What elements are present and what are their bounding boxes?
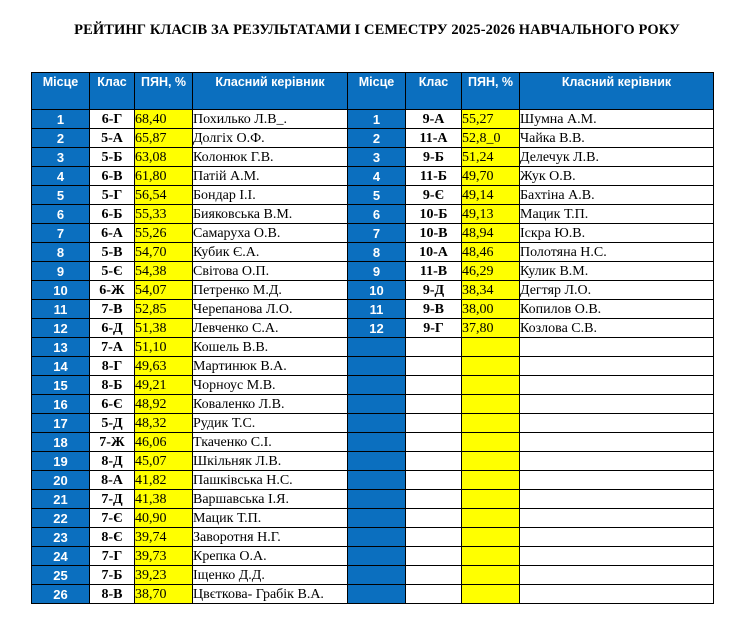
left-row-place: 23 (32, 528, 90, 547)
table-row (32, 395, 714, 414)
left-row-score: 46,06 (135, 433, 193, 452)
right-row-score (462, 452, 520, 471)
left-row-score: 68,40 (135, 110, 193, 129)
left-row-class: 6-Д (90, 319, 135, 338)
right-row-place (348, 547, 406, 566)
left-row-teacher: Шкільняк Л.В. (193, 452, 348, 471)
right-row-score (462, 357, 520, 376)
table-row (32, 452, 714, 471)
right-row-place (348, 433, 406, 452)
right-row-class (406, 547, 462, 566)
left-row-place: 3 (32, 148, 90, 167)
header-class: Клас (90, 73, 135, 110)
right-row-score (462, 566, 520, 585)
right-row-class: 9-Є (406, 186, 462, 205)
left-row-teacher: Мартинюк В.А. (193, 357, 348, 376)
right-row-score (462, 585, 520, 604)
left-row-score: 54,70 (135, 243, 193, 262)
right-row-score: 52,8_0 (462, 129, 520, 148)
left-row-score: 63,08 (135, 148, 193, 167)
left-row-place: 15 (32, 376, 90, 395)
right-row-place (348, 357, 406, 376)
left-row-teacher: Мацик Т.П. (193, 509, 348, 528)
right-row-score (462, 471, 520, 490)
right-row-place: 4 (348, 167, 406, 186)
right-row-teacher (520, 357, 714, 376)
left-row-score: 45,07 (135, 452, 193, 471)
right-row-place: 3 (348, 148, 406, 167)
left-row-teacher: Черепанова Л.О. (193, 300, 348, 319)
left-row-class: 6-Є (90, 395, 135, 414)
left-row-class: 5-Є (90, 262, 135, 281)
right-row-class (406, 452, 462, 471)
left-row-score: 41,38 (135, 490, 193, 509)
right-row-score: 38,34 (462, 281, 520, 300)
right-row-place (348, 585, 406, 604)
left-row-class: 5-Г (90, 186, 135, 205)
left-row-score: 65,87 (135, 129, 193, 148)
left-row-class: 6-В (90, 167, 135, 186)
right-row-class: 10-А (406, 243, 462, 262)
left-row-place: 14 (32, 357, 90, 376)
right-row-place (348, 566, 406, 585)
right-row-class (406, 471, 462, 490)
table-row (32, 110, 714, 129)
right-row-score: 49,70 (462, 167, 520, 186)
left-row-score: 48,92 (135, 395, 193, 414)
left-row-place: 21 (32, 490, 90, 509)
left-row-teacher: Коваленко Л.В. (193, 395, 348, 414)
left-row-class: 6-Г (90, 110, 135, 129)
right-row-score (462, 490, 520, 509)
left-row-score: 54,38 (135, 262, 193, 281)
table-row (32, 243, 714, 262)
header-score: ПЯН, % (135, 73, 193, 110)
left-row-score: 49,21 (135, 376, 193, 395)
right-row-class (406, 566, 462, 585)
right-row-class (406, 490, 462, 509)
right-row-place: 10 (348, 281, 406, 300)
table-row (32, 490, 714, 509)
left-row-score: 39,74 (135, 528, 193, 547)
right-row-class: 9-Г (406, 319, 462, 338)
left-row-place: 7 (32, 224, 90, 243)
left-row-score: 39,23 (135, 566, 193, 585)
header-teacher: Класний керівник (193, 73, 348, 110)
right-row-class: 9-Б (406, 148, 462, 167)
left-row-class: 8-Є (90, 528, 135, 547)
right-row-class: 11-А (406, 129, 462, 148)
right-row-teacher (520, 528, 714, 547)
right-row-teacher (520, 547, 714, 566)
right-row-teacher: Копилов О.В. (520, 300, 714, 319)
table-row (32, 547, 714, 566)
right-row-teacher (520, 414, 714, 433)
left-row-teacher: Заворотня Н.Г. (193, 528, 348, 547)
left-row-teacher: Колонюк Г.В. (193, 148, 348, 167)
left-row-teacher: Іщенко Д.Д. (193, 566, 348, 585)
left-row-teacher: Самаруха О.В. (193, 224, 348, 243)
header-row (32, 73, 714, 110)
right-row-place (348, 395, 406, 414)
right-row-place (348, 490, 406, 509)
right-row-score: 48,94 (462, 224, 520, 243)
left-row-place: 24 (32, 547, 90, 566)
right-row-class (406, 338, 462, 357)
right-row-place (348, 471, 406, 490)
right-row-place: 12 (348, 319, 406, 338)
right-row-teacher: Шумна А.М. (520, 110, 714, 129)
left-row-teacher: Рудик Т.С. (193, 414, 348, 433)
left-row-class: 5-Б (90, 148, 135, 167)
right-row-teacher (520, 471, 714, 490)
left-row-place: 12 (32, 319, 90, 338)
table-row (32, 585, 714, 604)
left-row-place: 8 (32, 243, 90, 262)
left-row-place: 22 (32, 509, 90, 528)
left-row-place: 9 (32, 262, 90, 281)
right-row-class (406, 585, 462, 604)
left-row-class: 8-Г (90, 357, 135, 376)
right-row-place: 1 (348, 110, 406, 129)
right-row-class: 9-В (406, 300, 462, 319)
rating-table-body (32, 110, 714, 604)
left-row-teacher: Крепка О.А. (193, 547, 348, 566)
right-row-score (462, 376, 520, 395)
left-row-teacher: Пашківська Н.С. (193, 471, 348, 490)
table-row (32, 205, 714, 224)
left-row-teacher: Бияковська В.М. (193, 205, 348, 224)
right-row-score: 51,24 (462, 148, 520, 167)
left-row-class: 5-В (90, 243, 135, 262)
right-row-teacher: Козлова С.В. (520, 319, 714, 338)
left-row-teacher: Варшавська І.Я. (193, 490, 348, 509)
header-teacher: Класний керівник (520, 73, 714, 110)
right-row-teacher (520, 490, 714, 509)
table-row (32, 129, 714, 148)
left-row-class: 6-А (90, 224, 135, 243)
right-row-class (406, 509, 462, 528)
left-row-place: 5 (32, 186, 90, 205)
left-row-teacher: Ткаченко С.І. (193, 433, 348, 452)
right-row-score (462, 395, 520, 414)
right-row-score: 48,46 (462, 243, 520, 262)
left-row-teacher: Петренко М.Д. (193, 281, 348, 300)
right-row-score (462, 547, 520, 566)
right-row-teacher (520, 585, 714, 604)
right-row-teacher (520, 452, 714, 471)
left-row-place: 20 (32, 471, 90, 490)
right-row-place: 9 (348, 262, 406, 281)
right-row-teacher (520, 395, 714, 414)
left-row-class: 7-Г (90, 547, 135, 566)
right-row-place: 11 (348, 300, 406, 319)
left-row-class: 6-Ж (90, 281, 135, 300)
right-row-score: 55,27 (462, 110, 520, 129)
left-row-place: 17 (32, 414, 90, 433)
right-row-place (348, 376, 406, 395)
right-row-teacher (520, 433, 714, 452)
right-row-score (462, 528, 520, 547)
right-row-place (348, 528, 406, 547)
left-row-place: 13 (32, 338, 90, 357)
left-row-teacher: Похилько Л.В_. (193, 110, 348, 129)
left-row-class: 7-Б (90, 566, 135, 585)
left-row-score: 55,33 (135, 205, 193, 224)
left-row-class: 5-Д (90, 414, 135, 433)
right-row-teacher: Делечук Л.В. (520, 148, 714, 167)
left-row-teacher: Кубик Є.А. (193, 243, 348, 262)
left-row-teacher: Левченко С.А. (193, 319, 348, 338)
page-title: РЕЙТИНГ КЛАСІВ ЗА РЕЗУЛЬТАТАМИ І СЕМЕСТРУ 2025-2026 НАВЧАЛЬНОГО РОКУ (74, 22, 680, 38)
left-row-score: 49,63 (135, 357, 193, 376)
left-row-place: 11 (32, 300, 90, 319)
header-score: ПЯН, % (462, 73, 520, 110)
right-row-teacher: Жук О.В. (520, 167, 714, 186)
left-row-score: 52,85 (135, 300, 193, 319)
left-row-score: 61,80 (135, 167, 193, 186)
left-row-score: 51,38 (135, 319, 193, 338)
right-row-teacher: Мацик Т.П. (520, 205, 714, 224)
right-row-place (348, 509, 406, 528)
left-row-class: 5-А (90, 129, 135, 148)
table-row (32, 509, 714, 528)
left-row-class: 8-Д (90, 452, 135, 471)
right-row-teacher (520, 509, 714, 528)
right-row-score: 49,14 (462, 186, 520, 205)
right-row-class: 10-Б (406, 205, 462, 224)
left-row-place: 10 (32, 281, 90, 300)
left-row-score: 41,82 (135, 471, 193, 490)
left-row-teacher: Патій А.М. (193, 167, 348, 186)
table-row (32, 167, 714, 186)
left-row-place: 18 (32, 433, 90, 452)
right-row-place (348, 338, 406, 357)
right-row-teacher (520, 376, 714, 395)
right-row-score (462, 509, 520, 528)
left-row-place: 6 (32, 205, 90, 224)
table-row (32, 338, 714, 357)
left-row-teacher: Цвєткова- Грабік В.А. (193, 585, 348, 604)
left-row-score: 51,10 (135, 338, 193, 357)
left-row-class: 8-А (90, 471, 135, 490)
right-row-place: 5 (348, 186, 406, 205)
left-row-place: 26 (32, 585, 90, 604)
left-row-class: 7-В (90, 300, 135, 319)
right-row-class: 9-Д (406, 281, 462, 300)
right-row-class: 10-В (406, 224, 462, 243)
right-row-score: 37,80 (462, 319, 520, 338)
header-place: Місце (348, 73, 406, 110)
table-row (32, 148, 714, 167)
left-row-score: 39,73 (135, 547, 193, 566)
left-row-score: 48,32 (135, 414, 193, 433)
right-row-place: 8 (348, 243, 406, 262)
left-row-place: 19 (32, 452, 90, 471)
right-row-score: 49,13 (462, 205, 520, 224)
left-row-place: 2 (32, 129, 90, 148)
right-row-teacher: Чайка В.В. (520, 129, 714, 148)
right-row-place (348, 414, 406, 433)
right-row-class (406, 357, 462, 376)
right-row-teacher: Бахтіна А.В. (520, 186, 714, 205)
left-row-score: 56,54 (135, 186, 193, 205)
right-row-teacher (520, 338, 714, 357)
left-row-class: 8-В (90, 585, 135, 604)
right-row-score: 46,29 (462, 262, 520, 281)
left-row-teacher: Долгіх О.Ф. (193, 129, 348, 148)
table-row (32, 262, 714, 281)
left-row-teacher: Світова О.П. (193, 262, 348, 281)
right-row-place: 7 (348, 224, 406, 243)
right-row-class: 11-Б (406, 167, 462, 186)
table-row (32, 224, 714, 243)
table-row (32, 300, 714, 319)
right-row-score (462, 338, 520, 357)
left-row-class: 7-А (90, 338, 135, 357)
table-row (32, 376, 714, 395)
right-row-class (406, 414, 462, 433)
right-row-class (406, 395, 462, 414)
left-row-class: 7-Д (90, 490, 135, 509)
right-row-score (462, 433, 520, 452)
right-row-class (406, 433, 462, 452)
right-row-class: 9-А (406, 110, 462, 129)
right-row-score (462, 414, 520, 433)
right-row-class (406, 528, 462, 547)
right-row-teacher: Іскра Ю.В. (520, 224, 714, 243)
left-row-place: 1 (32, 110, 90, 129)
table-row (32, 357, 714, 376)
right-row-teacher: Кулик В.М. (520, 262, 714, 281)
left-row-teacher: Бондар І.І. (193, 186, 348, 205)
right-row-teacher: Дегтяр Л.О. (520, 281, 714, 300)
left-row-class: 7-Ж (90, 433, 135, 452)
table-row (32, 566, 714, 585)
right-row-class (406, 376, 462, 395)
right-row-class: 11-В (406, 262, 462, 281)
table-row (32, 471, 714, 490)
right-row-teacher: Полотяна Н.С. (520, 243, 714, 262)
right-row-place (348, 452, 406, 471)
left-row-class: 6-Б (90, 205, 135, 224)
right-row-place: 2 (348, 129, 406, 148)
header-class: Клас (406, 73, 462, 110)
left-row-score: 55,26 (135, 224, 193, 243)
table-row (32, 414, 714, 433)
table-row (32, 186, 714, 205)
left-row-place: 25 (32, 566, 90, 585)
table-row (32, 528, 714, 547)
left-row-score: 40,90 (135, 509, 193, 528)
left-row-class: 8-Б (90, 376, 135, 395)
rating-table (31, 72, 714, 604)
table-row (32, 319, 714, 338)
left-row-class: 7-Є (90, 509, 135, 528)
table-row (32, 433, 714, 452)
left-row-place: 4 (32, 167, 90, 186)
table-row (32, 281, 714, 300)
left-row-score: 54,07 (135, 281, 193, 300)
left-row-teacher: Кошель В.В. (193, 338, 348, 357)
header-place: Місце (32, 73, 90, 110)
left-row-teacher: Чорноус М.В. (193, 376, 348, 395)
left-row-score: 38,70 (135, 585, 193, 604)
right-row-teacher (520, 566, 714, 585)
right-row-place: 6 (348, 205, 406, 224)
right-row-score: 38,00 (462, 300, 520, 319)
left-row-place: 16 (32, 395, 90, 414)
